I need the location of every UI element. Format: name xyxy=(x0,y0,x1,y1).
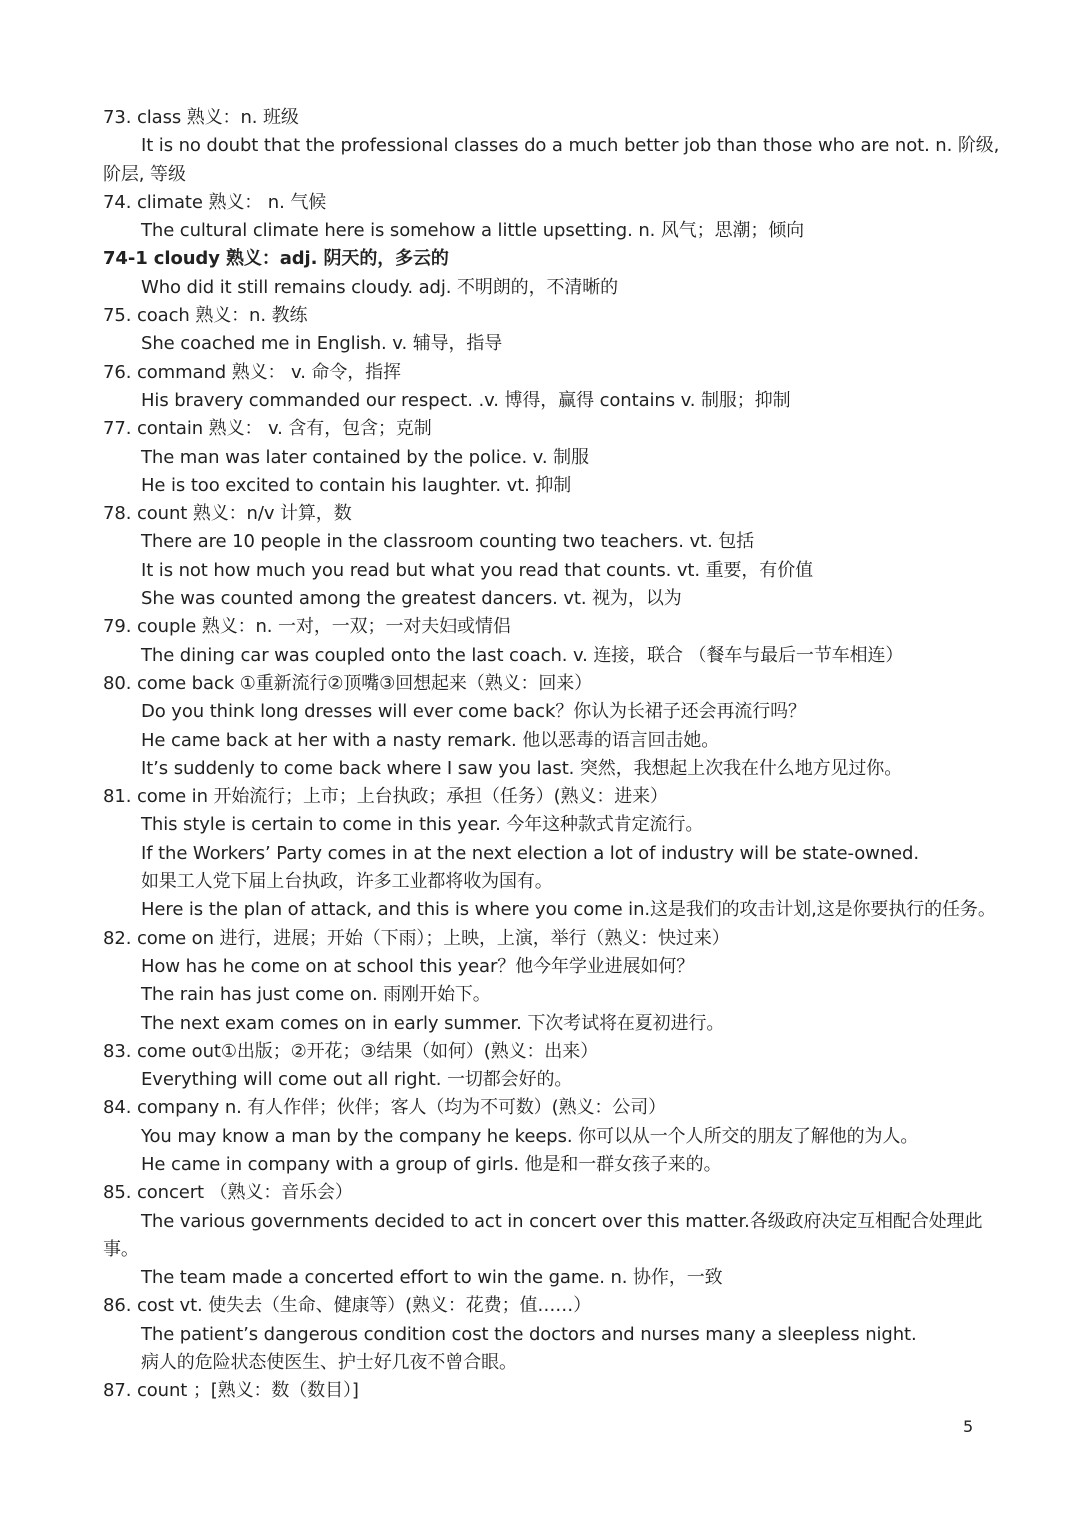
example-sentence: His bravery commanded our respect. .v. 博得，赢得 contains v. 制服；抑制 xyxy=(141,389,791,411)
example-sentence: Who did it still remains cloudy. adj. 不明朗的，不清晰的 xyxy=(141,276,619,298)
example-sentence: It is no doubt that the professional classes do a much better job than those who are not. n. 阶级, xyxy=(141,135,1000,157)
continuation-line: 阶层, 等级 xyxy=(103,163,186,185)
example-sentence: You may know a man by the company he keeps. 你可以从一个人所交的朋友了解他的为人。 xyxy=(141,1125,919,1147)
vocab-entry: 74. climate 熟义： n. 气候 xyxy=(103,191,327,213)
example-sentence: The dining car was coupled onto the last coach. v. 连接，联合 （餐车与最后一节车相连） xyxy=(141,644,904,666)
example-sentence: The various governments decided to act in concert over this matter.各级政府决定互相配合处理此 xyxy=(141,1210,983,1232)
vocab-entry: 84. company n. 有人作伴；伙伴；客人（均为不可数）(熟义：公司） xyxy=(103,1097,667,1119)
example-sentence: She was counted among the greatest dancers. vt. 视为，以为 xyxy=(141,588,682,610)
example-sentence: Everything will come out all right. 一切都会好的。 xyxy=(141,1069,573,1091)
vocab-entry: 80. come back ①重新流行②顶嘴③回想起来（熟义：回来） xyxy=(103,672,593,694)
example-sentence: If the Workers’ Party comes in at the next election a lot of industry will be state-owned. xyxy=(141,842,919,864)
page-number: 5 xyxy=(963,1417,974,1436)
example-sentence: She coached me in English. v. 辅导，指导 xyxy=(141,333,503,355)
example-sentence: This style is certain to come in this year. 今年这种款式肯定流行。 xyxy=(141,814,704,836)
example-sentence: 病人的危险状态使医生、护士好几夜不曾合眼。 xyxy=(141,1352,517,1374)
example-sentence: It’s suddenly to come back where I saw you last. 突然，我想起上次我在什么地方见过你。 xyxy=(141,757,903,779)
document-body xyxy=(103,104,1000,1406)
vocab-entry: 82. come on 进行，进展；开始（下雨）；上映，上演，举行（熟义：快过来） xyxy=(103,927,730,949)
example-sentence: The team made a concerted effort to win the game. n. 协作，一致 xyxy=(141,1267,723,1289)
continuation-line: 事。 xyxy=(103,1238,139,1260)
example-sentence: The man was later contained by the police. v. 制服 xyxy=(141,446,589,468)
vocab-entry: 75. coach 熟义：n. 教练 xyxy=(103,305,308,327)
vocab-entry: 78. count 熟义：n/v 计算，数 xyxy=(103,503,352,525)
vocab-entry: 73. class 熟义：n. 班级 xyxy=(103,107,299,128)
vocab-entry: 79. couple 熟义：n. 一对，一双；一对夫妇或情侣 xyxy=(103,616,511,638)
example-sentence: He came back at her with a nasty remark. 他以恶毒的语言回击她。 xyxy=(141,729,720,751)
example-sentence: There are 10 people in the classroom counting two teachers. vt. 包括 xyxy=(141,531,755,553)
example-sentence: Here is the plan of attack, and this is where you come in.这是我们的攻击计划,这是你要执行的任务。 xyxy=(141,899,996,921)
vocab-entry: 83. come out①出版；②开花；③结果（如何）(熟义：出来） xyxy=(103,1040,599,1062)
example-sentence: The next exam comes on in early summer. 下次考试将在夏初进行。 xyxy=(141,1012,725,1034)
vocab-entry: 81. come in 开始流行；上市；上台执政；承担（任务）(熟义：进来） xyxy=(103,786,668,808)
example-sentence: He is too excited to contain his laughter. vt. 抑制 xyxy=(141,474,572,496)
vocab-entry: 86. cost vt. 使失去（生命、健康等）(熟义：花费；值……） xyxy=(103,1295,592,1317)
vocab-entry: 77. contain 熟义： v. 含有，包含；克制 xyxy=(103,418,432,440)
example-sentence: It is not how much you read but what you read that counts. vt. 重要，有价值 xyxy=(141,559,814,581)
example-sentence: How has he come on at school this year？他今年学业进展如何？ xyxy=(141,955,695,977)
example-sentence: The cultural climate here is somehow a little upsetting. n. 风气；思潮；倾向 xyxy=(141,220,805,242)
example-sentence: Do you think long dresses will ever come back？你认为长裙子还会再流行吗？ xyxy=(141,701,806,723)
vocab-entry: 74-1 cloudy 熟义：adj. 阴天的，多云的 xyxy=(103,248,449,270)
example-sentence: The patient’s dangerous condition cost the doctors and nurses many a sleepless night. xyxy=(141,1323,917,1345)
vocab-entry: 76. command 熟义： v. 命令，指挥 xyxy=(103,361,401,383)
vocab-entry: 85. concert （熟义：音乐会） xyxy=(103,1182,353,1204)
example-sentence: The rain has just come on. 雨刚开始下。 xyxy=(141,984,491,1006)
vocab-entry: 87. count ；[熟义：数（数目）] xyxy=(103,1380,359,1402)
example-sentence: 如果工人党下届上台执政，许多工业都将收为国有。 xyxy=(141,871,553,893)
example-sentence: He came in company with a group of girls. 他是和一群女孩子来的。 xyxy=(141,1153,722,1175)
